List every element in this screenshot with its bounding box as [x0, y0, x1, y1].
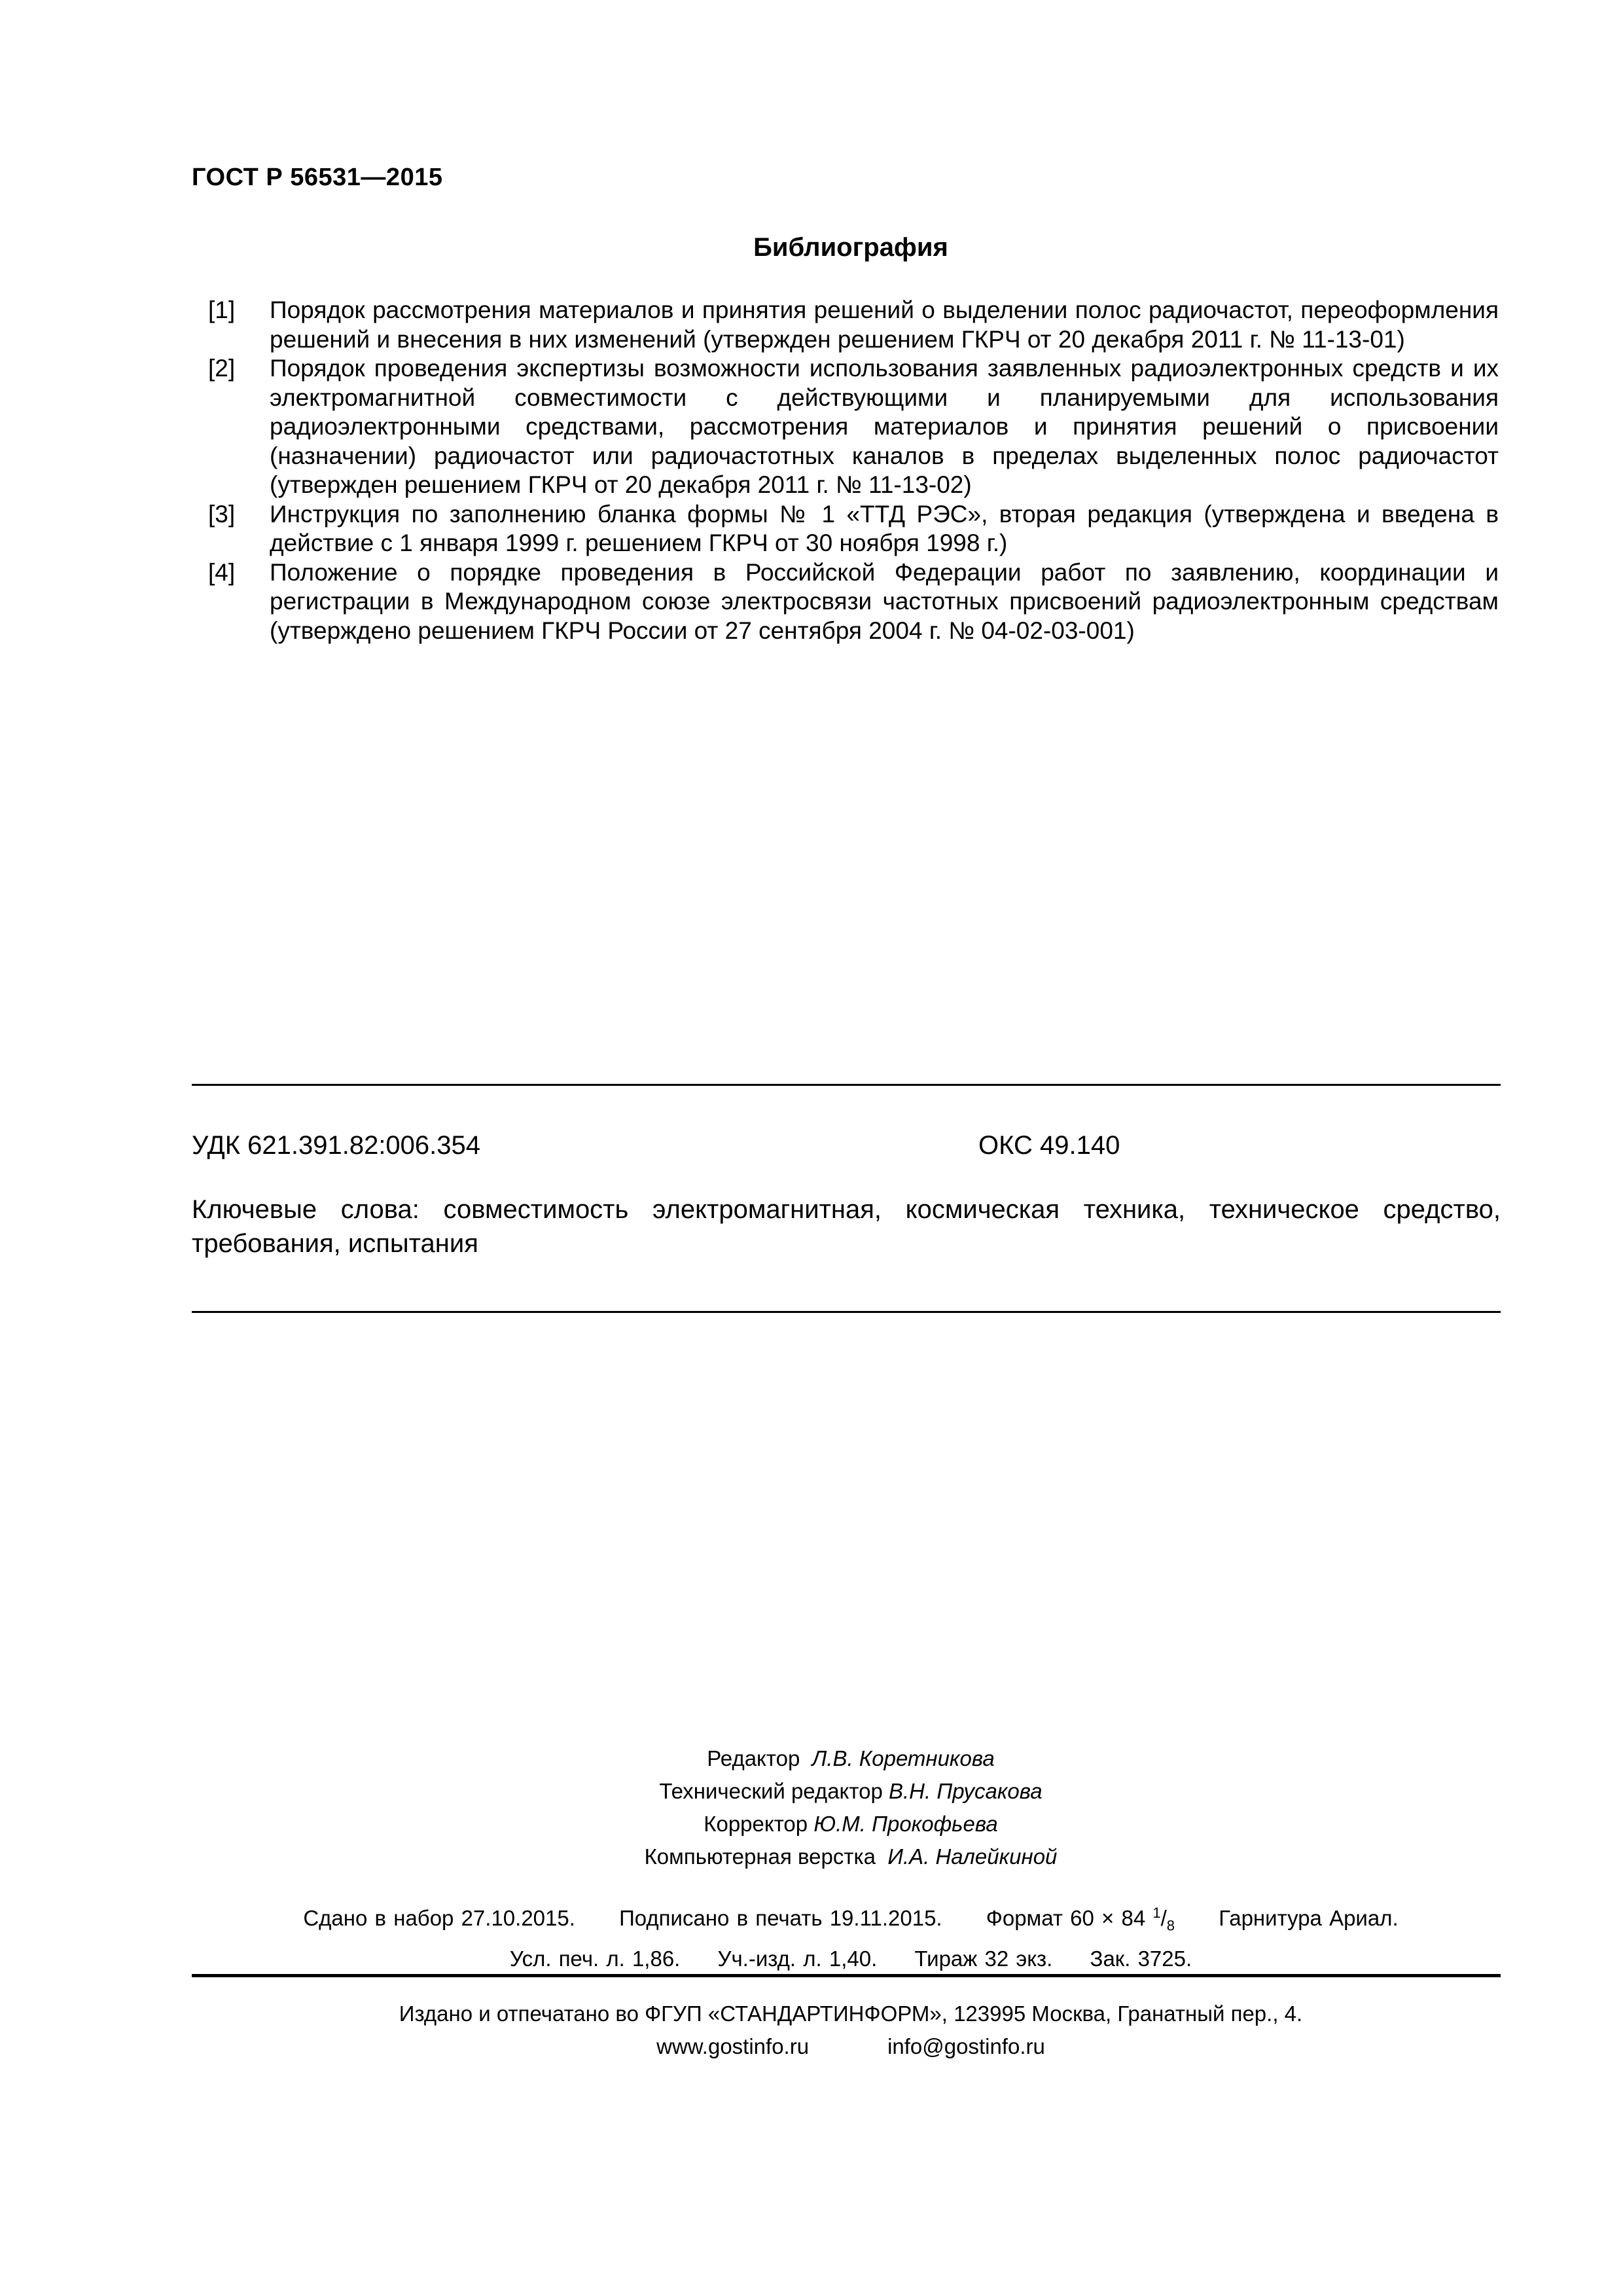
bibliography-number: [1]: [208, 296, 236, 323]
bibliography-number: [3]: [208, 500, 236, 528]
email-link[interactable]: info@gostinfo.ru: [887, 2034, 1045, 2058]
tech-editor-line: Технический редактор В.Н. Прусакова: [659, 1779, 1043, 1803]
staff-credits: [0, 1742, 1623, 1873]
bibliography-number: [2]: [208, 355, 236, 382]
corrector-name: Ю.М. Прокофьева: [813, 1812, 998, 1836]
list-item: [208, 296, 1499, 354]
publisher-line: Издано и отпечатано во ФГУП «СТАНДАРТИНФОРМ», 123995 Москва, Гранатный пер., 4.: [399, 2001, 1303, 2026]
bibliography-title: Библиография: [753, 233, 948, 262]
print-sheets: Усл. печ. л. 1,86.: [509, 1946, 681, 1971]
publication-line-2: [0, 1943, 1623, 1975]
middle-divider: [192, 1311, 1501, 1313]
udk-code: УДК 621.391.82:006.354: [192, 1131, 481, 1160]
publisher-info: [0, 1998, 1623, 2063]
bibliography-text: Порядок проведения экспертизы возможности использования заявленных радиоэлектронных средств и их электромагнитной совместимости с действующими и планируемыми для использования радиоэлектронными средствами, рассмотрения материалов и принятия решений о присвоении (назначении) радиочастот или радиочастотных каналов в пределах выделенных полос радиочастот (утвержден решением ГКРЧ от 20 декабря 2011 г. № 11-13-02): [270, 355, 1499, 498]
list-item: [208, 354, 1499, 500]
list-item: [208, 500, 1499, 558]
layout-line: Компьютерная верстка И.А. Налейкиной: [644, 1844, 1058, 1869]
website-link[interactable]: www.gostinfo.ru: [656, 2034, 810, 2058]
circulation: Тираж 32 экз.: [914, 1946, 1053, 1971]
font-face: Гарнитура Ариал.: [1219, 1906, 1399, 1930]
bibliography-number: [4]: [208, 558, 236, 586]
editor-name: Л.В. Коретникова: [812, 1746, 995, 1770]
oks-code: ОКС 49.140: [978, 1131, 1120, 1160]
pub-sheets: Уч.-изд. л. 1,40.: [717, 1946, 878, 1971]
tech-editor-name: В.Н. Прусакова: [888, 1779, 1043, 1803]
bibliography-text: Порядок рассмотрения материалов и принятия решений о выделении полос радиочастот, переоформления решений и внесения в них изменений (утвержден решением ГКРЧ от 20 декабря 2011 г. № 11-13-01): [270, 296, 1499, 353]
corrector-line: Корректор Ю.М. Прокофьева: [704, 1812, 998, 1836]
order-number: Зак. 3725.: [1090, 1946, 1192, 1971]
document-header: ГОСТ Р 56531—2015: [192, 164, 443, 191]
signed-date: Подписано в печать 19.11.2015.: [619, 1906, 942, 1930]
publisher-contacts: [0, 2030, 1623, 2063]
format: Формат 60 × 84 $^1/_8$: [986, 1905, 1175, 1934]
bibliography-text: Инструкция по заполнению бланка формы № 1 «ТТД РЭС», вторая редакция (утверждена и введена в действие с 1 января 1999 г. решением ГКРЧ от 30 ноября 1998 г.): [270, 500, 1499, 556]
list-item: [208, 558, 1499, 646]
top-divider: [192, 1084, 1501, 1086]
publication-details: [0, 1897, 1623, 1975]
sent-to-set: Сдано в набор 27.10.2015.: [303, 1906, 575, 1930]
publication-line-1: [0, 1897, 1623, 1943]
bibliography-text: Положение о порядке проведения в Российской Федерации работ по заявлению, координации и регистрации в Международном союзе электросвязи частотных присвоений радиоэлектронным средствам (утверждено решением ГКРЧ России от 27 сентября 2004 г. № 04-02-03-001): [270, 558, 1499, 644]
bottom-divider: [192, 1974, 1501, 1977]
layout-name: И.А. Налейкиной: [887, 1844, 1058, 1869]
editor-line: Редактор Л.В. Коретникова: [707, 1746, 995, 1770]
keywords: Ключевые слова: совместимость электромагнитная, космическая техника, техническое средство, требования, испытания: [192, 1195, 1501, 1258]
bibliography-list: [208, 296, 1499, 645]
